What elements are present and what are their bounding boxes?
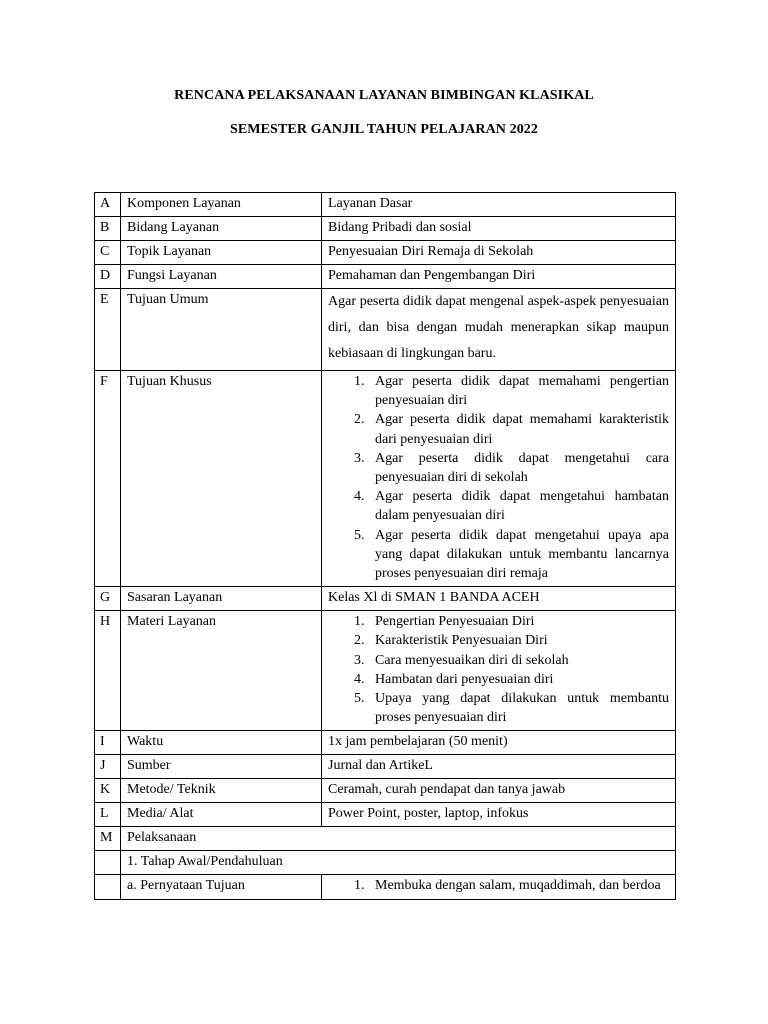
list-item <box>328 670 669 689</box>
list-text: Agar peserta didik dapat memahami pengertian penyesuaian diri <box>375 374 669 409</box>
row-value: Jurnal dan ArtikeL <box>322 755 676 779</box>
objectives-list <box>328 372 669 583</box>
row-label: Media/ Alat <box>121 803 322 827</box>
list-number: 3. <box>354 450 365 466</box>
row-code: I <box>95 731 121 755</box>
row-code: D <box>95 265 121 289</box>
row-label: Fungsi Layanan <box>121 265 322 289</box>
list-text: Membuka dengan salam, muqaddimah, dan berdoa <box>375 878 661 894</box>
table-row <box>95 851 676 875</box>
table-row <box>95 241 676 265</box>
row-value: Layanan Dasar <box>322 193 676 217</box>
row-value: Ceramah, curah pendapat dan tanya jawab <box>322 779 676 803</box>
row-label: Materi Layanan <box>121 611 322 731</box>
list-item <box>328 631 669 650</box>
row-code: H <box>95 611 121 731</box>
list-number: 4. <box>354 671 365 687</box>
row-code: E <box>95 289 121 371</box>
row-code: J <box>95 755 121 779</box>
table-row <box>95 731 676 755</box>
list-text: Karakteristik Penyesuaian Diri <box>375 633 548 649</box>
step-value <box>322 875 676 899</box>
list-number: 2. <box>354 412 365 428</box>
row-value: Kelas Xl di SMAN 1 BANDA ACEH <box>322 587 676 611</box>
table-row <box>95 587 676 611</box>
row-code: C <box>95 241 121 265</box>
document-title: RENCANA PELAKSANAAN LAYANAN BIMBINGAN KLASIKAL <box>174 88 594 103</box>
list-number: 1. <box>354 614 365 630</box>
table-row <box>95 803 676 827</box>
list-text: Hambatan dari penyesuaian diri <box>375 671 554 687</box>
list-number: 4. <box>354 489 365 505</box>
row-label: Sasaran Layanan <box>121 587 322 611</box>
row-label: Topik Layanan <box>121 241 322 265</box>
list-number: 5. <box>354 527 365 543</box>
row-label: Komponen Layanan <box>121 193 322 217</box>
row-value: Agar peserta didik dapat mengenal aspek-aspek penyesuaian diri, dan bisa dengan mudah menerapkan sikap maupun kebiasaan di lingkungan baru. <box>322 289 676 371</box>
stage-heading: 1. Tahap Awal/Pendahuluan <box>121 851 676 875</box>
empty-cell <box>95 875 121 899</box>
list-item <box>328 526 669 584</box>
row-value <box>322 371 676 587</box>
materials-list <box>328 612 669 727</box>
list-text: Upaya yang dapat dilakukan untuk membantu proses penyesuaian diri <box>375 691 669 726</box>
row-code: G <box>95 587 121 611</box>
row-code: B <box>95 217 121 241</box>
list-text: Agar peserta didik dapat mengetahui upaya apa yang dapat dilakukan untuk membantu lancarnya proses penyesuaian diri remaja <box>375 527 669 582</box>
row-value: Pemahaman dan Pengembangan Diri <box>322 265 676 289</box>
table-row <box>95 265 676 289</box>
row-value: 1x jam pembelajaran (50 menit) <box>322 731 676 755</box>
table-row <box>95 217 676 241</box>
row-label: Sumber <box>121 755 322 779</box>
list-item <box>328 372 669 410</box>
list-item <box>328 410 669 448</box>
list-item <box>328 651 669 670</box>
list-number: 5. <box>354 691 365 707</box>
row-value: Bidang Pribadi dan sosial <box>322 217 676 241</box>
list-text: Agar peserta didik dapat memahami karakteristik dari penyesuaian diri <box>375 412 669 447</box>
row-label: Pelaksanaan <box>121 827 676 851</box>
list-item <box>328 689 669 727</box>
list-item <box>328 876 669 895</box>
row-value: Power Point, poster, laptop, infokus <box>322 803 676 827</box>
row-label: Waktu <box>121 731 322 755</box>
row-code: M <box>95 827 121 851</box>
document-subtitle: SEMESTER GANJIL TAHUN PELAJARAN 2022 <box>229 122 539 137</box>
service-plan-table <box>94 192 676 900</box>
row-value: Penyesuaian Diri Remaja di Sekolah <box>322 241 676 265</box>
list-text: Agar peserta didik dapat mengetahui cara penyesuaian diri di sekolah <box>375 450 669 486</box>
row-code: L <box>95 803 121 827</box>
table-row <box>95 827 676 851</box>
table-row <box>95 289 676 371</box>
row-code: K <box>95 779 121 803</box>
empty-cell <box>95 851 121 875</box>
list-text: Pengertian Penyesuaian Diri <box>375 614 535 630</box>
row-code: F <box>95 371 121 587</box>
row-label: Tujuan Umum <box>121 289 322 371</box>
table-row <box>95 755 676 779</box>
step-label: a. Pernyataan Tujuan <box>121 875 322 899</box>
row-label: Bidang Layanan <box>121 217 322 241</box>
row-label: Tujuan Khusus <box>121 371 322 587</box>
row-value <box>322 611 676 731</box>
list-item <box>328 487 669 525</box>
table-row <box>95 193 676 217</box>
list-text: Cara menyesuaikan diri di sekolah <box>375 652 569 668</box>
list-number: 1. <box>354 878 365 894</box>
list-number: 3. <box>354 652 365 668</box>
row-label: Metode/ Teknik <box>121 779 322 803</box>
list-text: Agar peserta didik dapat mengetahui hambatan dalam penyesuaian diri <box>375 489 669 524</box>
table-row <box>95 875 676 899</box>
table-row <box>95 611 676 731</box>
row-code: A <box>95 193 121 217</box>
step-list <box>328 876 669 895</box>
list-number: 2. <box>354 633 365 649</box>
list-item <box>328 449 669 487</box>
list-item <box>328 612 669 631</box>
list-number: 1. <box>354 374 365 389</box>
table-row <box>95 779 676 803</box>
table-row <box>95 371 676 587</box>
